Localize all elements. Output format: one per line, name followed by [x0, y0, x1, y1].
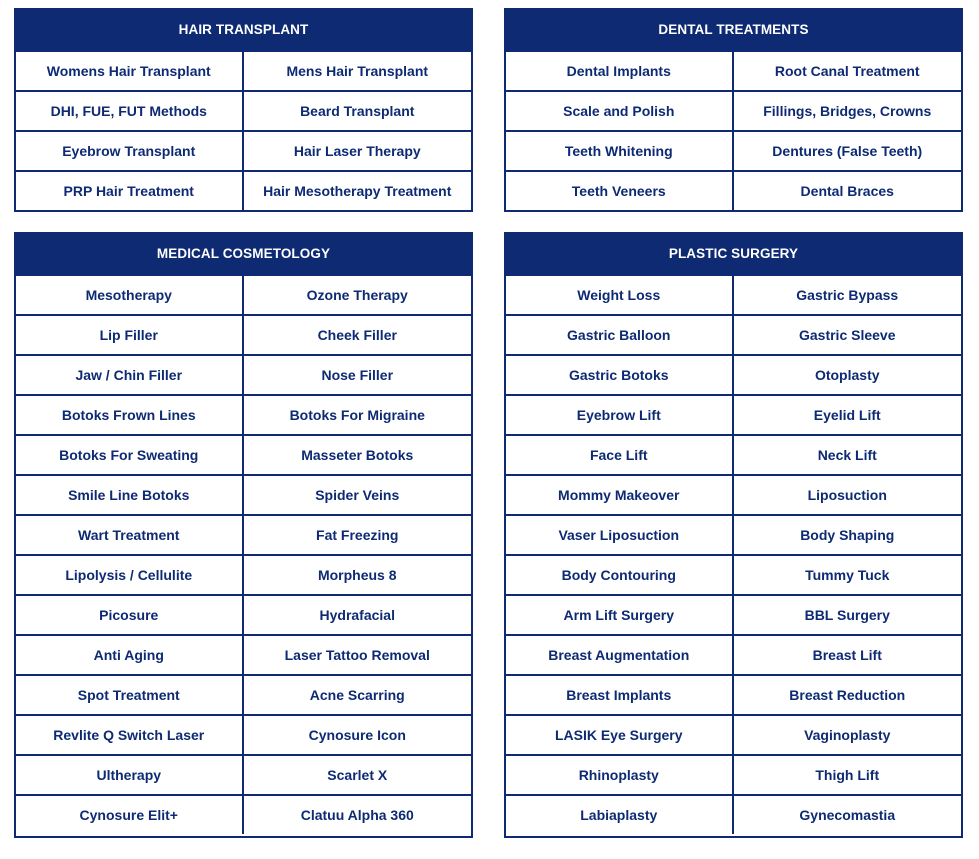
treatment-grid: [16, 50, 471, 210]
medical-cosmetology-panel: [14, 232, 473, 838]
treatment-link[interactable]: Breast Augmentation: [506, 634, 734, 674]
treatment-link[interactable]: Vaser Liposuction: [506, 514, 734, 554]
treatment-link[interactable]: Dental Braces: [734, 170, 962, 210]
treatment-link[interactable]: Botoks For Sweating: [16, 434, 244, 474]
treatment-link[interactable]: Hydrafacial: [244, 594, 472, 634]
treatment-link[interactable]: Eyelid Lift: [734, 394, 962, 434]
treatment-link[interactable]: Vaginoplasty: [734, 714, 962, 754]
treatment-link[interactable]: Body Contouring: [506, 554, 734, 594]
treatment-grid: [506, 50, 961, 210]
treatment-link[interactable]: Gastric Balloon: [506, 314, 734, 354]
treatment-link[interactable]: Gastric Sleeve: [734, 314, 962, 354]
treatment-link[interactable]: Gastric Bypass: [734, 274, 962, 314]
treatment-link[interactable]: Nose Filler: [244, 354, 472, 394]
treatment-link[interactable]: Lip Filler: [16, 314, 244, 354]
treatment-link[interactable]: Wart Treatment: [16, 514, 244, 554]
treatment-link[interactable]: Cynosure Elit+: [16, 794, 244, 834]
treatment-link[interactable]: Breast Lift: [734, 634, 962, 674]
treatment-grid: [506, 274, 961, 834]
treatment-link[interactable]: Picosure: [16, 594, 244, 634]
treatment-link[interactable]: Botoks Frown Lines: [16, 394, 244, 434]
treatment-link[interactable]: Beard Transplant: [244, 90, 472, 130]
treatment-link[interactable]: Rhinoplasty: [506, 754, 734, 794]
treatment-link[interactable]: Womens Hair Transplant: [16, 50, 244, 90]
treatment-link[interactable]: Dental Implants: [506, 50, 734, 90]
treatment-link[interactable]: Masseter Botoks: [244, 434, 472, 474]
treatment-link[interactable]: Breast Reduction: [734, 674, 962, 714]
treatment-link[interactable]: Hair Laser Therapy: [244, 130, 472, 170]
treatment-link[interactable]: Spider Veins: [244, 474, 472, 514]
treatment-link[interactable]: Body Shaping: [734, 514, 962, 554]
panel-title: MEDICAL COSMETOLOGY: [16, 234, 471, 274]
treatment-link[interactable]: Smile Line Botoks: [16, 474, 244, 514]
treatment-link[interactable]: Gynecomastia: [734, 794, 962, 834]
treatment-link[interactable]: Scarlet X: [244, 754, 472, 794]
treatment-link[interactable]: Breast Implants: [506, 674, 734, 714]
treatment-link[interactable]: Mesotherapy: [16, 274, 244, 314]
treatment-link[interactable]: Neck Lift: [734, 434, 962, 474]
panel-title: PLASTIC SURGERY: [506, 234, 961, 274]
treatment-link[interactable]: Dentures (False Teeth): [734, 130, 962, 170]
treatment-link[interactable]: Fillings, Bridges, Crowns: [734, 90, 962, 130]
treatment-link[interactable]: Morpheus 8: [244, 554, 472, 594]
treatment-link[interactable]: Ultherapy: [16, 754, 244, 794]
treatment-link[interactable]: Hair Mesotherapy Treatment: [244, 170, 472, 210]
treatment-link[interactable]: Labiaplasty: [506, 794, 734, 834]
treatment-link[interactable]: DHI, FUE, FUT Methods: [16, 90, 244, 130]
treatment-link[interactable]: Eyebrow Transplant: [16, 130, 244, 170]
treatment-link[interactable]: PRP Hair Treatment: [16, 170, 244, 210]
panel-title: HAIR TRANSPLANT: [16, 10, 471, 50]
treatment-grid: [16, 274, 471, 834]
treatment-link[interactable]: BBL Surgery: [734, 594, 962, 634]
treatment-link[interactable]: Weight Loss: [506, 274, 734, 314]
treatment-link[interactable]: Revlite Q Switch Laser: [16, 714, 244, 754]
dental-treatments-panel: [504, 8, 963, 212]
treatment-link[interactable]: Lipolysis / Cellulite: [16, 554, 244, 594]
treatment-link[interactable]: Teeth Whitening: [506, 130, 734, 170]
treatment-link[interactable]: Arm Lift Surgery: [506, 594, 734, 634]
plastic-surgery-panel: [504, 232, 963, 838]
treatment-link[interactable]: Laser Tattoo Removal: [244, 634, 472, 674]
panel-title: DENTAL TREATMENTS: [506, 10, 961, 50]
treatment-link[interactable]: Eyebrow Lift: [506, 394, 734, 434]
treatment-link[interactable]: Botoks For Migraine: [244, 394, 472, 434]
treatment-link[interactable]: Jaw / Chin Filler: [16, 354, 244, 394]
treatment-link[interactable]: Thigh Lift: [734, 754, 962, 794]
treatment-link[interactable]: Cheek Filler: [244, 314, 472, 354]
treatment-link[interactable]: Mommy Makeover: [506, 474, 734, 514]
treatment-link[interactable]: Liposuction: [734, 474, 962, 514]
treatment-link[interactable]: Clatuu Alpha 360: [244, 794, 472, 834]
treatment-link[interactable]: Teeth Veneers: [506, 170, 734, 210]
treatment-link[interactable]: Scale and Polish: [506, 90, 734, 130]
treatment-link[interactable]: Spot Treatment: [16, 674, 244, 714]
treatment-link[interactable]: Face Lift: [506, 434, 734, 474]
treatment-link[interactable]: Acne Scarring: [244, 674, 472, 714]
treatment-link[interactable]: Anti Aging: [16, 634, 244, 674]
treatment-link[interactable]: LASIK Eye Surgery: [506, 714, 734, 754]
hair-transplant-panel: [14, 8, 473, 212]
treatment-link[interactable]: Ozone Therapy: [244, 274, 472, 314]
treatment-link[interactable]: Fat Freezing: [244, 514, 472, 554]
treatment-link[interactable]: Cynosure Icon: [244, 714, 472, 754]
treatment-link[interactable]: Root Canal Treatment: [734, 50, 962, 90]
treatment-link[interactable]: Gastric Botoks: [506, 354, 734, 394]
treatment-link[interactable]: Mens Hair Transplant: [244, 50, 472, 90]
treatment-link[interactable]: Tummy Tuck: [734, 554, 962, 594]
treatment-link[interactable]: Otoplasty: [734, 354, 962, 394]
